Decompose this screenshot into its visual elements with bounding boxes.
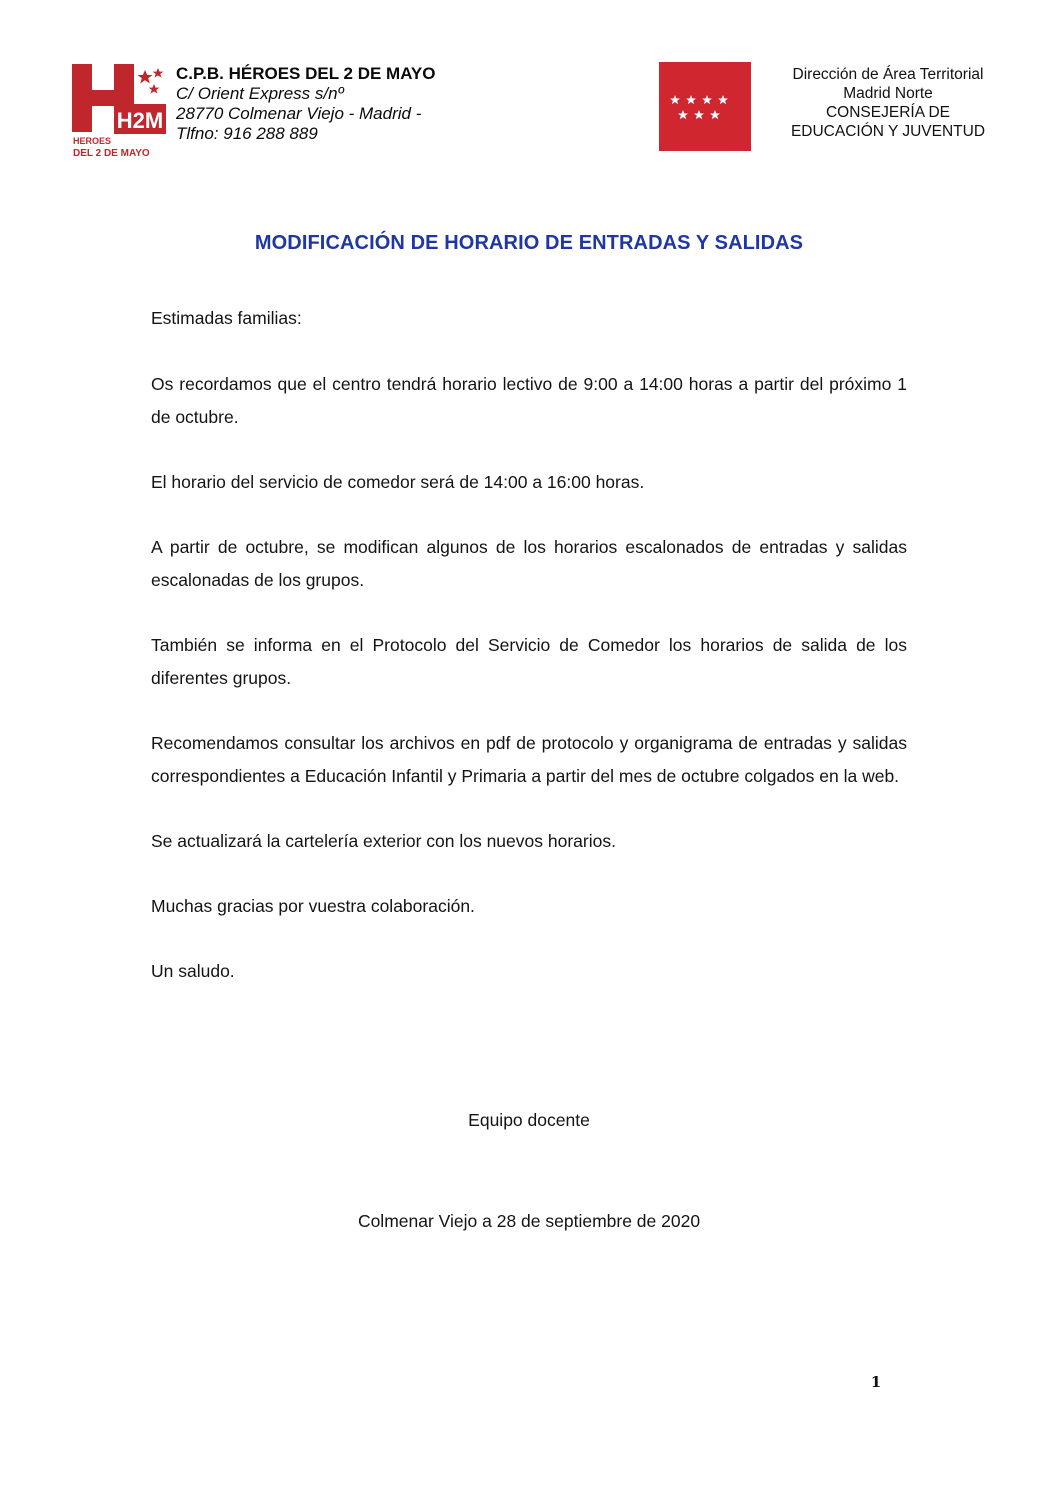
paragraph: Un saludo. [151,961,235,981]
department-info [760,65,1016,141]
paragraph: A partir de octubre, se modifican algunos de los horarios escalonados de entradas y salidas escalonadas de los grupos. [151,537,907,590]
signature: Equipo docente [468,1110,590,1130]
salutation: Estimadas familias: [151,308,302,328]
school-address: C/ Orient Express s/nº [176,84,344,103]
paragraph: También se informa en el Protocolo del Servicio de Comedor los horarios de salida de los diferentes grupos. [151,635,907,688]
letter-body [151,302,907,1020]
paragraph: Muchas gracias por vuestra colaboración. [151,896,475,916]
document-title: MODIFICACIÓN DE HORARIO DE ENTRADAS Y SALIDAS [254,232,804,254]
department-line-2: Madrid Norte [843,85,933,102]
department-line-3: CONSEJERÍA DE [825,104,951,121]
school-city: 28770 Colmenar Viejo - Madrid - [176,104,422,123]
page-number: 1 [870,1373,882,1391]
logo-monogram: H2M [116,108,164,133]
paragraph: Recomendamos consultar los archivos en pdf de protocolo y organigrama de entradas y salidas correspondientes a Educación Infantil y Primaria a partir del mes de octubre colgados en la web. [151,733,907,786]
paragraph: El horario del servicio de comedor será de 14:00 a 16:00 horas. [151,472,645,492]
school-phone: Tlfno: 916 288 889 [176,124,318,143]
madrid-flag-icon [659,62,751,151]
department-line-4: EDUCACIÓN Y JUVENTUD [790,123,986,140]
paragraph: Os recordamos que el centro tendrá horario lectivo de 9:00 a 14:00 horas a partir del próximo 1 de octubre. [151,374,907,427]
paragraph: Se actualizará la cartelería exterior con los nuevos horarios. [151,831,616,851]
school-logo [70,62,168,160]
logo-line2: DEL 2 DE MAYO [73,148,150,159]
school-info [176,64,435,144]
place-date: Colmenar Viejo a 28 de septiembre de 2020 [357,1211,701,1231]
logo-line1: HEROES [73,136,112,146]
department-line-1: Dirección de Área Territorial [792,66,984,83]
school-name: C.P.B. HÉROES DEL 2 DE MAYO [176,64,436,83]
